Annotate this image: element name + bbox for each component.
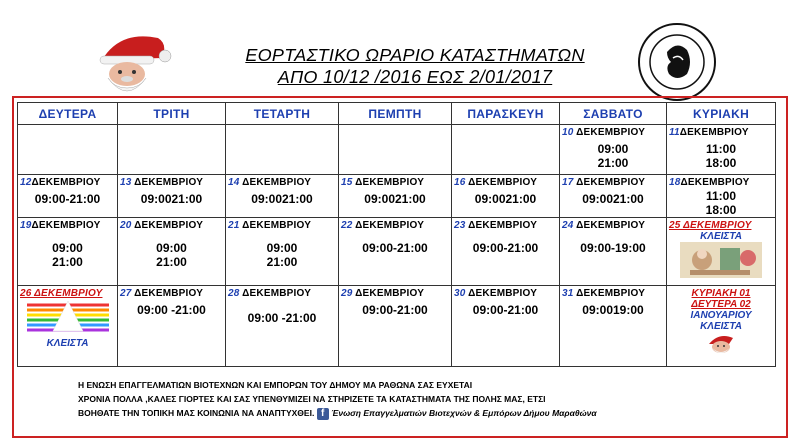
day-cell (18, 175, 118, 218)
cell-date: 15 ΔΕΚΕΜΒΡΙΟΥ (341, 177, 425, 188)
day-cell-holiday (667, 218, 776, 286)
day-cell (560, 286, 667, 367)
cell-date: 31 ΔΕΚΕΜΒΡΙΟΥ (562, 288, 646, 299)
day-cell-holiday (18, 286, 118, 367)
empty-cell (226, 125, 339, 175)
week-row (18, 286, 776, 367)
header-row (18, 103, 776, 125)
cell-date: 26 ΔΕΚΕΜΒΡΙΟΥ (20, 288, 103, 299)
week-row (18, 218, 776, 286)
christmas-tree-image (23, 299, 113, 335)
day-cell (118, 218, 226, 286)
footer-line-2: ΧΡΟΝΙΑ ΠΟΛΛΑ ,ΚΑΛΕΣ ΓΙΟΡΤΕΣ ΚΑΙ ΣΑΣ ΥΠΕΝΘΥΜΙΖΕΙ ΝΑ ΣΤΗΡΙΖΕΤΕ ΤΑ ΚΑΤΑΣΤΗΜΑΤΑ ΤΗΣ ΠΟΛΗΣ ΜΑΣ, ΕΤΣΙ (78, 394, 546, 404)
day-cell (18, 218, 118, 286)
cell-date: 28 ΔΕΚΕΜΒΡΙΟΥ (228, 288, 312, 299)
cell-hours: 09:00 (597, 142, 629, 156)
day-cell (452, 175, 560, 218)
cell-hours: 09:0021:00 (364, 192, 426, 206)
day-cell (560, 218, 667, 286)
closed-label: ΚΛΕΙΣΤΑ (700, 231, 742, 242)
cell-hours: 09:00-21:00 (362, 241, 428, 255)
day-cell (339, 218, 452, 286)
cell-hours: 09:00 (52, 241, 83, 255)
cell-hours: 21:00 (266, 255, 298, 269)
day-cell (339, 175, 452, 218)
cell-hours: 21:00 (597, 156, 629, 170)
day-header: ΔΕΥΤΕΡΑ (18, 103, 118, 125)
day-cell (118, 175, 226, 218)
cell-date: 24 ΔΕΚΕΜΒΡΙΟΥ (562, 220, 646, 231)
day-cell (226, 218, 339, 286)
closed-label: ΚΛΕΙΣΤΑ (700, 321, 742, 332)
day-cell (452, 218, 560, 286)
day-cell (452, 286, 560, 367)
cell-hours: 21:00 (156, 255, 187, 269)
day-cell (339, 286, 452, 367)
cell-hours: 09:0021:00 (582, 192, 644, 206)
day-cell (667, 175, 776, 218)
cell-hours: 09:00 (266, 241, 298, 255)
cell-hours: 09:00-21:00 (362, 303, 428, 317)
cell-hours: 09:00 -21:00 (137, 303, 206, 317)
day-cell (667, 125, 776, 175)
day-header: ΤΕΤΑΡΤΗ (226, 103, 339, 125)
holiday-label: ΔΕΥΤΕΡΑ 02 (691, 299, 751, 310)
cell-date: 13 ΔΕΚΕΜΒΡΙΟΥ (120, 177, 204, 188)
cell-date: 30 ΔΕΚΕΜΒΡΙΟΥ (454, 288, 538, 299)
cell-hours: 09:00-21:00 (472, 241, 539, 255)
closed-label: ΚΛΕΙΣΤΑ (46, 338, 89, 349)
cell-date: 14 ΔΕΚΕΜΒΡΙΟΥ (228, 177, 312, 188)
holiday-label: ΚΥΡΙΑΚΗ 01 (691, 288, 751, 299)
cell-date: 20 ΔΕΚΕΜΒΡΙΟΥ (120, 220, 204, 231)
week-row (18, 175, 776, 218)
cell-date: 21 ΔΕΚΕΜΒΡΙΟΥ (228, 220, 312, 231)
cell-hours: 11:00 (705, 189, 737, 203)
cell-date: 23 ΔΕΚΕΜΒΡΙΟΥ (454, 220, 538, 231)
association-seal-logo (637, 22, 717, 102)
cell-hours: 09:00-19:00 (580, 241, 646, 255)
schedule-table (17, 102, 776, 367)
cell-hours: 09:0019:00 (582, 303, 644, 317)
day-header: ΠΕΜΠΤΗ (339, 103, 452, 125)
empty-cell (452, 125, 560, 175)
cell-hours: 09:0021:00 (140, 192, 203, 206)
holiday-month: ΙΑΝΟΥΑΡΙΟΥ (690, 310, 752, 321)
empty-cell (18, 125, 118, 175)
footer-credit: Ένωση Επαγγελματιών Βιοτεχνών & Εμπόρων Δήμου Μαραθώνα (331, 408, 597, 418)
cell-date: 29 ΔΕΚΕΜΒΡΙΟΥ (341, 288, 425, 299)
day-cell (560, 125, 667, 175)
footer-line-1: Η ΕΝΩΣΗ ΕΠΑΓΓΕΛΜΑΤΙΩΝ ΒΙΟΤΕΧΝΩΝ ΚΑΙ ΕΜΠΟΡΩΝ ΤΟΥ ΔΗΜΟΥ ΜΑ ΡΑΘΩΝΑ ΣΑΣ ΕΥΧΕΤΑΙ (78, 380, 473, 390)
cell-date: 10 ΔΕΚΕΜΒΡΙΟΥ (562, 127, 646, 138)
page-title (195, 44, 635, 88)
title-line-1: ΕΟΡΤΑΣΤΙΚΟ ΩΡΑΡΙΟ ΚΑΤΑΣΤΗΜΑΤΩΝ (245, 45, 585, 65)
cell-date: 17 ΔΕΚΕΜΒΡΙΟΥ (562, 177, 646, 188)
cell-hours: 09:0021:00 (474, 192, 537, 206)
day-cell-holiday (667, 286, 776, 367)
title-line-2: ΑΠΟ 10/12 /2016 ΕΩΣ 2/01/2017 (277, 67, 553, 87)
cell-hours: 09:00-21:00 (34, 192, 101, 206)
cell-date: 25 ΔΕΚΕΜΒΡΙΟΥ (669, 220, 752, 231)
day-cell (560, 175, 667, 218)
santa-image (80, 30, 180, 100)
cell-date: 22 ΔΕΚΕΜΒΡΙΟΥ (341, 220, 425, 231)
week-row (18, 125, 776, 175)
cell-hours: 09:0021:00 (251, 192, 313, 206)
footer-message (78, 378, 778, 420)
cell-date: 18ΔΕΚΕΜΒΡΙΟΥ (669, 177, 750, 188)
cell-hours: 09:00-21:00 (472, 303, 539, 317)
cell-hours: 11:00 (705, 142, 737, 156)
cell-date: 19ΔΕΚΕΜΒΡΙΟΥ (20, 220, 101, 231)
day-cell (118, 286, 226, 367)
cell-date: 11ΔΕΚΕΜΒΡΙΟΥ (669, 127, 749, 138)
day-header: ΠΑΡΑΣΚΕΥΗ (452, 103, 560, 125)
christmas-image (680, 242, 762, 278)
cell-date: 27 ΔΕΚΕΜΒΡΙΟΥ (120, 288, 204, 299)
santa-small-image (701, 332, 741, 354)
cell-hours: 09:00 -21:00 (247, 311, 317, 325)
day-header: ΣΑΒΒΑΤΟ (560, 103, 667, 125)
day-header: ΚΥΡΙΑΚΗ (667, 103, 776, 125)
cell-hours: 21:00 (52, 255, 83, 269)
day-header: ΤΡΙΤΗ (118, 103, 226, 125)
cell-hours: 09:00 (156, 241, 187, 255)
footer-line-3 (78, 406, 778, 420)
empty-cell (118, 125, 226, 175)
day-cell (226, 175, 339, 218)
day-cell (226, 286, 339, 367)
cell-hours: 18:00 (705, 203, 737, 217)
footer-line-3-text: ΒΟΗΘΑΤΕ ΤΗΝ ΤΟΠΙΚΗ ΜΑΣ ΚΟΙΝΩΝΙΑ ΝΑ ΑΝΑΠΤΥΧΘΕΙ. (78, 408, 315, 418)
cell-hours: 18:00 (705, 156, 737, 170)
cell-date: 12ΔΕΚΕΜΒΡΙΟΥ (20, 177, 101, 188)
cell-date: 16 ΔΕΚΕΜΒΡΙΟΥ (454, 177, 538, 188)
facebook-icon[interactable]: f (317, 408, 329, 420)
empty-cell (339, 125, 452, 175)
